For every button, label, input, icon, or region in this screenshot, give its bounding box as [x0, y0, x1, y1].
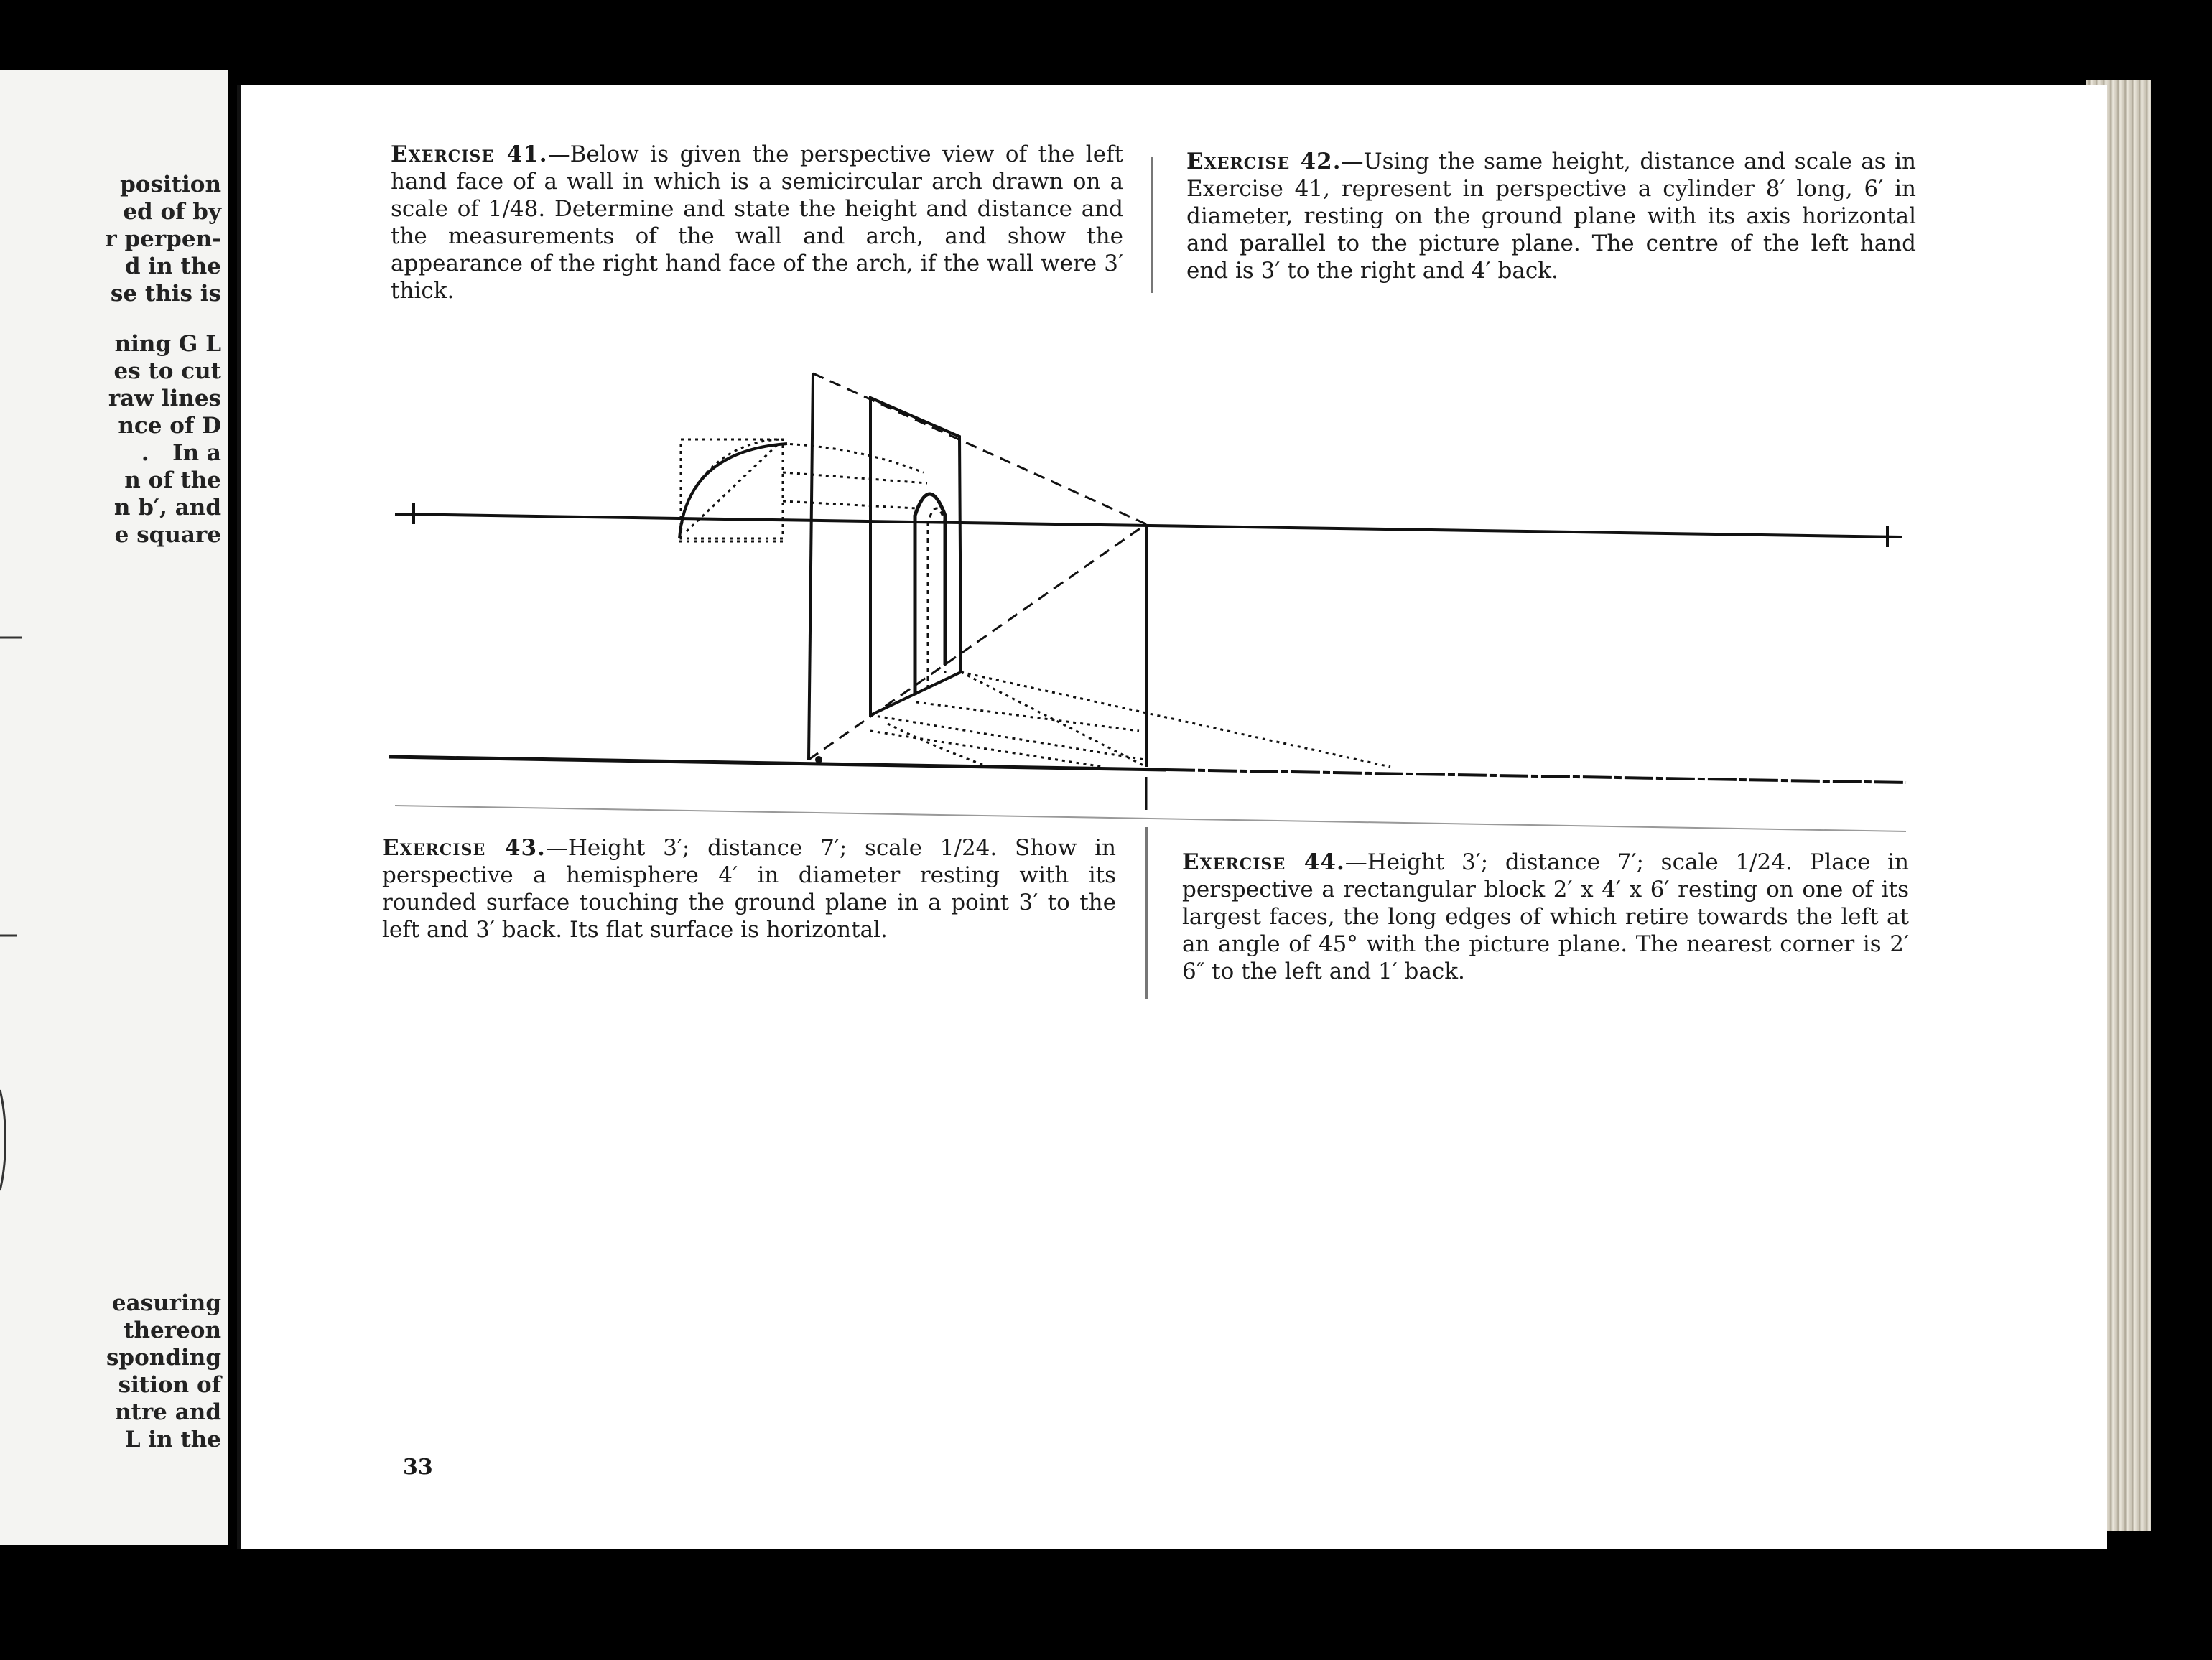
construction-projection — [783, 444, 924, 472]
exercise-42-title: Exercise 42. — [1186, 149, 1342, 174]
left-page-fragment: n b′, and — [113, 495, 221, 521]
ground-recession-line — [870, 731, 1103, 767]
arch-inner-edge — [928, 508, 945, 689]
exercise-43 — [382, 834, 1116, 943]
exercise-43-body: —Height 3′; distance 7′; scale 1/24. Show in perspective a hemisphere 4′ in diameter resting with its rounded surface touching the ground plane in a point 3′ to the left and 3′ back. Its flat surface is horizontal. — [382, 835, 1116, 943]
horizon-line — [395, 514, 1902, 537]
drawing-separator-rule — [395, 806, 1906, 831]
left-page-fragment: es to cut — [113, 358, 221, 384]
left-page-fragment: d in the — [124, 253, 221, 279]
arch-opening — [915, 494, 945, 695]
exercise-44-title: Exercise 44. — [1182, 849, 1345, 875]
left-page-fragment: se this is — [110, 281, 221, 307]
left-page-fragment: nce of D — [118, 413, 221, 439]
wall-base-point — [815, 756, 822, 763]
ground-line-extension — [1166, 770, 1906, 783]
exercise-44-body: —Height 3′; distance 7′; scale 1/24. Place in perspective a rectangular block 2′ x 4′ x 6′ resting on one of its largest faces, the long edges of which retire towards the left at an angle of 45° with the picture plane. The nearest corner is 2′ 6″ to the left and 1′ back. — [1182, 849, 1909, 984]
left-page-fragment: ning G L — [114, 331, 221, 357]
left-page-fragment: e square — [114, 522, 221, 548]
left-page-fragment: L in the — [124, 1427, 221, 1452]
construction-projection — [783, 472, 927, 483]
left-page-fragment: thereon — [124, 1318, 221, 1343]
ground-recession-line — [961, 672, 1390, 767]
construction-arc — [679, 444, 787, 538]
left-page-fragment: r perpen- — [105, 226, 221, 252]
left-page-diagram-fragment — [0, 70, 228, 1545]
left-page-fragment: position — [120, 172, 221, 197]
left-page-fragment: sition of — [118, 1372, 221, 1398]
ground-recession-curve — [888, 724, 988, 767]
page-number: 33 — [403, 1455, 433, 1480]
exercise-41-title: Exercise 41. — [391, 141, 548, 167]
left-page-fragment: . In a — [141, 440, 221, 466]
exercise-41-body: —Below is given the perspective view of the left hand face of a wall in which is a semicircular arch drawn on a scale of 1/48. Determine and state the height and distance and the measurements of the wall and arch, and show the appearance of the right hand face of the arch, if the wall were 3′ thick. — [391, 141, 1123, 304]
left-page-fragment: raw lines — [108, 386, 221, 411]
exercise-42-body: —Using the same height, distance and scale as in Exercise 41, represent in perspective a cylinder 8′ long, 6′ in diameter, resting on the ground plane with its axis horizontal and parallel to the picture plane. The centre of the left hand end is 3′ to the right and 4′ back. — [1186, 149, 1916, 284]
wall-near-edge — [809, 373, 813, 760]
construction-projection — [783, 501, 916, 508]
ground-recession-line — [916, 702, 1139, 731]
exercise-43-title: Exercise 43. — [382, 835, 546, 861]
left-page-fragment: n of the — [124, 467, 221, 493]
exercise-44 — [1182, 849, 1909, 985]
left-page — [0, 70, 228, 1545]
left-page-fragment: ed of by — [123, 199, 221, 225]
left-page-fragment: ntre and — [114, 1399, 221, 1425]
wall-top-vanishing-line — [813, 373, 1146, 524]
book-page — [237, 85, 2107, 1549]
exercise-41-perspective-drawing — [241, 85, 2107, 875]
left-page-fragment: easuring — [111, 1290, 221, 1316]
left-page-fragment: sponding — [106, 1345, 221, 1371]
